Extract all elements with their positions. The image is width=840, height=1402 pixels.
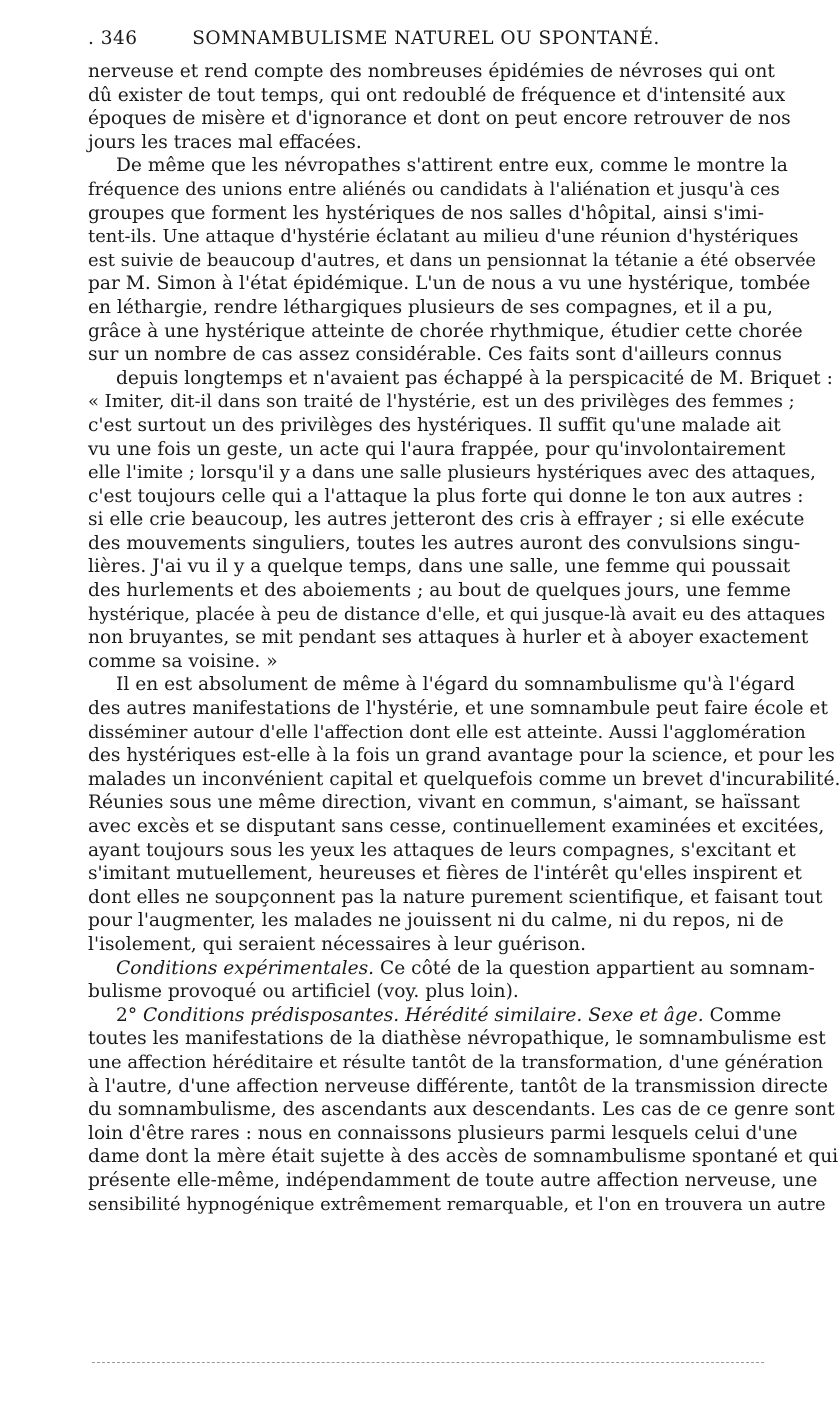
text-line: « Imiter, dit-il dans son traité de l'hystérie, est un des privilèges des femmes ; [88, 391, 795, 413]
text-line: disséminer autour d'elle l'affection dont elle est atteinte. Aussi l'agglomération [88, 721, 806, 743]
text-line: dû exister de tout temps, qui ont redoublé de fréquence et d'intensité aux [88, 84, 786, 106]
text-line: fréquence des unions entre aliénés ou candidats à l'aliénation et jusqu'à ces [88, 178, 780, 200]
text-line: en léthargie, rendre léthargiques plusieurs de ses compagnes, et il a pu, [88, 296, 773, 318]
text-line: des hystériques est-elle à la fois un grand avantage pour la science, et pour les [88, 745, 835, 767]
text-line: époques de misère et d'ignorance et dont on peut encore retrouver de nos [88, 108, 791, 130]
text-line: toutes les manifestations de la diathèse névropathique, le somnambulisme est [88, 1028, 826, 1050]
text-line: c'est surtout un des privilèges des hystériques. Il suffit qu'une malade ait [88, 414, 781, 436]
text-line: bulisme provoqué ou artificiel (voy. plus loin). [88, 981, 519, 1003]
text-line: si elle crie beaucoup, les autres jetteront des cris à effrayer ; si elle exécute [88, 509, 805, 531]
text-line: présente elle-même, indépendamment de toute autre affection nerveuse, une [88, 1169, 818, 1191]
body-text [88, 60, 840, 1216]
text-line: Réunies sous une même direction, vivant en commun, s'aimant, se haïssant [88, 792, 800, 814]
text-line: depuis longtemps et n'avaient pas échappé à la perspicacité de M. Briquet : [116, 367, 833, 389]
text-line: loin d'être rares : nous en connaissons plusieurs parmi lesquels celui d'une [88, 1122, 798, 1144]
text-line: malades un inconvénient capital et quelquefois comme un brevet d'incurabilité. [88, 768, 840, 790]
text-line: des autres manifestations de l'hystérie, et une somnambule peut faire école et [88, 698, 828, 720]
text-line: l'isolement, qui seraient nécessaires à leur guérison. [88, 933, 587, 955]
text-line: des hurlements et des aboiements ; au bout de quelques jours, une femme [88, 580, 791, 602]
text-line: pour l'augmenter, les malades ne jouissent ni du calme, ni du repos, ni de [88, 910, 784, 932]
text-line: des mouvements singuliers, toutes les autres auront des convulsions singu- [88, 532, 801, 554]
text-line: c'est toujours celle qui a l'attaque la plus forte qui donne le ton aux autres : [88, 485, 804, 507]
text-line: comme sa voisine. » [88, 650, 278, 672]
text-line: avec excès et se disputant sans cesse, continuellement examinées et excitées, [88, 816, 825, 837]
section-line-experimentales: Conditions expérimentales. Ce côté de la question appartient au somnam- [116, 957, 815, 979]
running-header [88, 28, 764, 54]
heading-conditions-predisposantes: Conditions prédisposantes. [143, 1004, 400, 1026]
text-line: s'imitant mutuellement, heureuses et fières de l'intérêt qu'elles inspirent et [88, 863, 802, 885]
text-line: dont elles ne soupçonnent pas la nature purement scientifique, et faisant tout [88, 886, 823, 908]
text-line: dame dont la mère était sujette à des accès de somnambulisme spontané et qui [88, 1146, 839, 1168]
footer-rule [92, 1362, 764, 1363]
text-line: ayant toujours sous les yeux les attaques de leurs compagnes, s'excitant et [88, 839, 796, 861]
section-number: 2° [116, 1004, 144, 1026]
text-line: par M. Simon à l'état épidémique. L'un de nous a vu une hystérique, tombée [88, 273, 811, 295]
text-line: lières. J'ai vu il y a quelque temps, dans une salle, une femme qui poussait [88, 556, 791, 578]
section-line-predisposantes: 2° Conditions prédisposantes. Hérédité similaire. Sexe et âge. Comme [116, 1004, 782, 1026]
text-line: De même que les névropathes s'attirent entre eux, comme le montre la [116, 155, 788, 177]
text-line: sensibilité hypnogénique extrêmement remarquable, et l'on en trouvera un autre [88, 1193, 826, 1215]
text-line: tent-ils. Une attaque d'hystérie éclatant au milieu d'une réunion d'hystériques [88, 226, 799, 248]
page-number: . 346 [88, 28, 138, 49]
text-line: non bruyantes, se mit pendant ses attaques à hurler et à aboyer exactement [88, 627, 809, 649]
heading-sexe-age: Sexe et âge. [588, 1004, 704, 1026]
text-line: sur un nombre de cas assez considérable. Ces faits sont d'ailleurs connus [88, 344, 782, 366]
text-line: une affection héréditaire et résulte tantôt de la transformation, d'une génération [88, 1051, 824, 1073]
text-line: groupes que forment les hystériques de nos salles d'hôpital, ainsi s'imi- [88, 202, 764, 224]
heading-conditions-experimentales: Conditions expérimentales. [116, 957, 375, 979]
text-line: hystérique, placée à peu de distance d'elle, et qui jusque-là avait eu des attaques [88, 603, 826, 625]
text-line: vu une fois un geste, un acte qui l'aura frappée, pour qu'involontairement [88, 438, 786, 460]
text-line: Il en est absolument de même à l'égard du somnambulisme qu'à l'égard [116, 674, 795, 696]
text-line: nerveuse et rend compte des nombreuses épidémies de névroses qui ont [88, 61, 775, 82]
text-line: grâce à une hystérique atteinte de chorée rhythmique, étudier cette chorée [88, 320, 803, 342]
text-line: à l'autre, d'une affection nerveuse différente, tantôt de la transmission directe [88, 1075, 829, 1097]
text-line: du somnambulisme, des ascendants aux descendants. Les cas de ce genre sont [88, 1099, 835, 1121]
running-title: SOMNAMBULISME NATUREL OU SPONTANÉ. [192, 28, 660, 49]
text-line: jours les traces mal effacées. [88, 131, 362, 153]
heading-heredite-similaire: Hérédité similaire. [405, 1004, 583, 1026]
text-line: elle l'imite ; lorsqu'il y a dans une salle plusieurs hystériques avec des attaques, [88, 462, 816, 484]
text-line: est suivie de beaucoup d'autres, et dans un pensionnat la tétanie a été observée [88, 249, 817, 271]
